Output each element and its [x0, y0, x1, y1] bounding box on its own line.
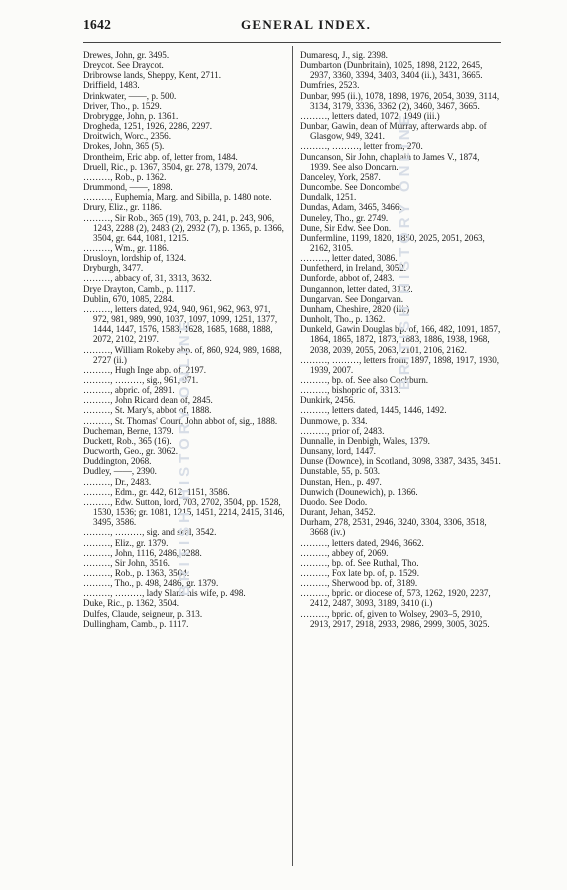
index-entry: ………, bpric. of, given to Wolsey, 2903–5, 2910, 2913, 2917, 2918, 2933, 2986, 2999, 3005, 3025. — [300, 608, 490, 629]
index-entry: Drummond, ——, 1898. — [83, 182, 173, 193]
index-entry: Dulfes, Claude, seigneur, p. 313. — [83, 608, 203, 619]
index-entry: Dunsany, lord, 1447. — [300, 446, 376, 457]
index-entry: ………, ………, sig., 961, 971. — [83, 375, 199, 385]
index-entry: Drye Drayton, Camb., p. 1117. — [83, 283, 196, 294]
index-entry: Duneley, Tho., gr. 2749. — [300, 212, 389, 223]
index-entry: Dunfetherd, in Ireland, 3052. — [300, 263, 407, 274]
index-entry: Drury, Eliz., gr. 1186. — [83, 202, 162, 213]
index-entry: ………, St. Mary's, abbot of, 1888. — [83, 405, 212, 416]
index-entry: Drewes, John, gr. 3495. — [83, 50, 170, 60]
index-entry: Dunstable, 55, p. 503. — [300, 466, 381, 477]
index-entry: Dribrowse lands, Sheppy, Kent, 2711. — [83, 70, 221, 81]
index-entry: ………, letters dated, 1445, 1446, 1492. — [300, 405, 447, 416]
index-entry: Dunse (Downce), in Scotland, 3098, 3387, 3435, 3451. — [300, 456, 501, 467]
index-entry: ………, bpric. or diocese of, 573, 1262, 1920, 2237, 2412, 2487, 3093, 3189, 3410 (i.) — [300, 588, 491, 609]
index-entry: Drokes, John, 365 (5). — [83, 141, 165, 152]
index-entry: Dumfries, 2523. — [300, 80, 360, 91]
index-entry: Duncombe. See Doncombe. — [300, 182, 403, 193]
index-entry: ………, Euphemia, Marg. and Sibilla, p. 1480 note. — [83, 192, 272, 203]
index-entry: Droitwich, Worc., 2356. — [83, 131, 172, 142]
index-entry: Ducheman, Berne, 1379. — [83, 425, 174, 436]
index-entry: Dunfermline, 1199, 1820, 1850, 2025, 2051, 2063, 2162, 3105. — [300, 232, 485, 253]
index-entry: ………, ………, letters from, 1897, 1898, 1917, 1930, 1939, 2007. — [300, 354, 500, 375]
index-entry: ………, William Rokeby abp. of, 860, 924, 989, 1688, 2727 (ii.) — [83, 344, 282, 365]
index-entry: ………, Sir Rob., 365 (19), 703, p. 241, p. 243, 906, 1243, 2288 (2), 2483 (2), 2932 (7), p. 1365, p. 1366, 3504, gr. 644, 1081, 1215. — [83, 212, 284, 243]
index-entry: Dumaresq, J., sig. 2398. — [300, 50, 388, 60]
index-entry: Dunstan, Hen., p. 497. — [300, 476, 382, 487]
index-entry: ………, Fox late bp. of, p. 1529. — [300, 567, 419, 578]
index-entry: Drogheda, 1251, 1926, 2286, 2297. — [83, 121, 213, 132]
index-entry: ………, St. Thomas' Court, John abbot of, sig., 1888. — [83, 415, 278, 426]
index-entry: Dreycot. See Draycot. — [83, 60, 164, 71]
index-entry: Dunham, Cheshire, 2820 (iii.) — [300, 303, 410, 314]
index-entry: Duddington, 2068. — [83, 456, 152, 467]
index-entry: Dryburgh, 3477. — [83, 263, 144, 274]
index-entry: Dudley, ——, 2390. — [83, 466, 157, 477]
index-entry: ………, Wm., gr. 1186. — [83, 242, 169, 253]
index-entry: Dunwich (Dounewich), p. 1366. — [300, 486, 418, 497]
index-entry: Dune, Sir Edw. See Don. — [300, 222, 392, 233]
index-entry: Dunmowe, p. 334. — [300, 415, 368, 426]
index-entry: Drobrygge, John, p. 1361. — [83, 110, 179, 121]
index-entry: ………, Sir John, 3516. — [83, 557, 170, 568]
index-entry: ………, bp. of. See Ruthal, Tho. — [300, 557, 419, 568]
index-entry: Driffield, 1483. — [83, 80, 140, 91]
index-entry: ………, Edm., gr. 442, 612, 1151, 3586. — [83, 486, 230, 497]
index-entry: ………, letters dated, 1072, 1949 (iii.) — [300, 110, 440, 121]
watermark-left: BRITISH HISTORY ONLINE — [176, 317, 193, 596]
index-entry: Dunnalle, in Denbigh, Wales, 1379. — [300, 435, 430, 446]
index-entry: ………, Rob., p. 1362. — [83, 171, 167, 182]
index-entry: ………, abpric. of, 2891. — [83, 385, 175, 396]
index-entry: Drinkwater, ——, p. 500. — [83, 90, 177, 101]
index-entry: ………, bp. of. See also Cockburn. — [300, 375, 429, 385]
index-entry: Duodo. See Dodo. — [300, 496, 368, 507]
index-entry: Dunkirk, 2456. — [300, 395, 356, 406]
index-entry: Dumbarton (Dunbritain), 1025, 1898, 2122, 2645, 2937, 3360, 3394, 3403, 3404 (ii.), 3431, 3665. — [300, 60, 483, 81]
index-entry: ………, Rob., p. 1363, 3504. — [83, 567, 190, 578]
index-entry: ………, Sherwood bp. of, 3189. — [300, 578, 418, 589]
index-entry: Dublin, 670, 1085, 2284. — [83, 293, 175, 304]
index-entry: ………, abbacy of, 31, 3313, 3632. — [83, 273, 212, 284]
index-entry: ………, prior of, 2483. — [300, 425, 385, 436]
index-entry: ………, bishopric of, 3313. — [300, 385, 401, 396]
left-column — [83, 50, 285, 629]
index-entry: Druell, Ric., p. 1367, 3504, gr. 278, 1379, 2074. — [83, 161, 258, 172]
index-entry: ………, Hugh Inge abp. of, 2197. — [83, 364, 207, 375]
index-entry: ………, John, 1116, 2486, 3288. — [83, 547, 202, 558]
header-rule — [83, 42, 501, 43]
index-entry: Dunbar, Gawin, dean of Murray, afterwards abp. of Glasgow, 949, 3241. — [300, 121, 487, 142]
running-title: GENERAL INDEX. — [241, 17, 372, 32]
index-entry: Dunholt, Tho., p. 1362. — [300, 314, 386, 325]
index-entry: ………, ………, lady Slane his wife, p. 498. — [83, 588, 246, 599]
index-entry: Dundas, Adam, 3465, 3466. — [300, 202, 402, 213]
index-entry: Dunbar, 995 (ii.), 1078, 1898, 1976, 2054, 3039, 3114, 3134, 3179, 3336, 3362 (2), 3460, 3467, 3665. — [300, 90, 500, 111]
column-divider — [292, 46, 293, 866]
index-entry: ………, abbey of, 2069. — [300, 547, 389, 558]
index-entry: Dungarvan. See Dongarvan. — [300, 293, 404, 304]
index-entry: Drusloyn, lordship of, 1324. — [83, 253, 187, 264]
index-entry: Driver, Tho., p. 1529. — [83, 100, 162, 111]
index-entry: ………, ………, letter from, 270. — [300, 141, 423, 152]
page-number: 1642 — [83, 17, 112, 32]
index-entry: Durham, 278, 2531, 2946, 3240, 3304, 3306, 3518, 3668 (iv.) — [300, 517, 487, 538]
index-entry: ………, ………, sig. and seal, 3542. — [83, 527, 217, 538]
index-entry: Danceley, York, 2587. — [300, 171, 381, 182]
index-entry: ………, John Ricard dean of, 2845. — [83, 395, 213, 406]
index-entry: Duke, Ric., p. 1362, 3504. — [83, 598, 179, 609]
index-entry: Dundalk, 1251. — [300, 192, 357, 203]
watermark-right: BRITISH HISTORY ONLINE — [396, 111, 413, 390]
page-header — [0, 17, 567, 39]
index-entry: Drontheim, Eric abp. of, letter from, 1484. — [83, 151, 238, 162]
index-entry: Dungannon, letter dated, 3132. — [300, 283, 413, 294]
index-entry: Dullingham, Camb., p. 1117. — [83, 618, 189, 629]
index-entry: Duckett, Rob., 365 (16). — [83, 435, 172, 446]
index-entry: ………, Tho., p. 498, 2486, gr. 1379. — [83, 578, 219, 589]
right-column — [300, 50, 502, 629]
index-entry: ………, Eliz., gr. 1379. — [83, 537, 169, 548]
index-entry: Durant, Jehan, 3452. — [300, 507, 376, 518]
index-entry: ………, Edw. Sutton, lord, 703, 2702, 3504, pp. 1528, 1530, 1536; gr. 1081, 1215, 1451, 2214, 2415, 3146, 3495, 3586. — [83, 496, 285, 528]
index-entry: ………, letters dated, 924, 940, 961, 962, 963, 971, 972, 981, 989, 990, 1037, 1097, 1099, 1251, 1377, 1444, 1447, 1576, 1583, 1628, 1685, 1688, 1888, 2072, 2102, 2197. — [83, 303, 278, 345]
index-entry: Duncanson, Sir John, chaplain to James V., 1874, 1939. See also Doncarn. — [300, 151, 480, 172]
index-entry: Ducworth, Geo., gr. 3062. — [83, 446, 178, 457]
index-entry: Dunkeld, Gawin Douglas bp. of, 166, 482, 1091, 1857, 1864, 1865, 1872, 1873, 1883, 1886, 1938, 1968, 2038, 2039, 2055, 2063, 2101, 2106, 2162. — [300, 324, 501, 355]
index-entry: Dunforde, abbot of, 2483. — [300, 273, 395, 284]
index-entry: ………, letter dated, 3086. — [300, 253, 398, 264]
index-entry: ………, letters dated, 2946, 3662. — [300, 537, 424, 548]
index-entry: ………, Dr., 2483. — [83, 476, 152, 487]
